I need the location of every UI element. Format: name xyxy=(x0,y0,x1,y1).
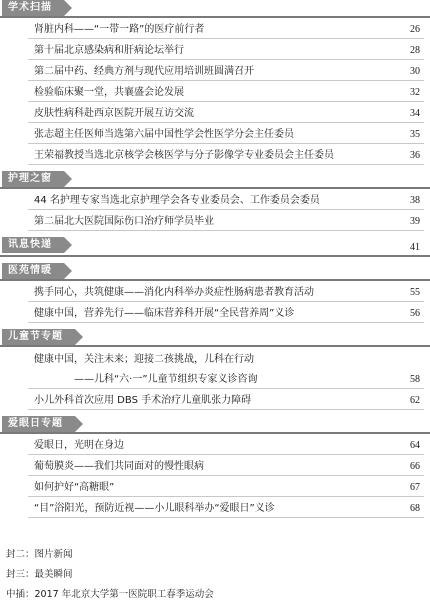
entry-page: 34 xyxy=(410,108,420,119)
entry-page: 67 xyxy=(410,482,420,493)
entry-title: “目”浴阳光，预防近视——小儿眼科举办“爱眼日”义诊 xyxy=(34,503,275,514)
entry-page: 30 xyxy=(410,66,420,77)
entry-page: 36 xyxy=(410,150,420,161)
toc-entry[interactable] xyxy=(28,18,424,39)
toc-entry-subtitle[interactable] xyxy=(28,368,424,389)
entry-title: 王荣福教授当选北京核学会核医学与分子影像学专业委员会主任委员 xyxy=(34,150,334,161)
entry-page: 68 xyxy=(410,503,420,514)
section-academic xyxy=(0,0,430,165)
entry-title: 第二届中药、经典方剂与现代应用培训班圆满召开 xyxy=(34,66,254,77)
entry-page: 56 xyxy=(410,308,420,319)
section-header xyxy=(0,329,430,347)
toc-entry[interactable] xyxy=(28,497,424,518)
section-title: 讯息快递 xyxy=(2,237,64,253)
cover-note: 封三：最美瞬间 xyxy=(6,569,73,580)
entry-title: 健康中国，关注未来；迎接二孩挑战，儿科在行动 xyxy=(34,354,254,365)
cover-notes xyxy=(6,545,214,605)
section-title: 学术扫描 xyxy=(2,0,64,16)
entry-page: 38 xyxy=(410,195,420,206)
toc-entry[interactable] xyxy=(28,123,424,144)
cover-note: 中插：2017 年北京大学第一医院职工春季运动会 xyxy=(6,589,214,600)
entry-page: 26 xyxy=(410,24,420,35)
entry-title: 爱眼日，光明在身边 xyxy=(34,440,124,451)
section-header xyxy=(0,237,430,257)
toc-entry[interactable] xyxy=(28,144,424,165)
entry-page: 64 xyxy=(410,440,420,451)
entry-title: 肾脏内科——“一带一路”的医疗前行者 xyxy=(34,24,205,35)
toc-entry[interactable] xyxy=(28,455,424,476)
section-header xyxy=(0,0,430,18)
entry-page: 58 xyxy=(410,374,420,385)
section-header xyxy=(0,416,430,434)
toc-entry[interactable] xyxy=(28,189,424,210)
section-page: 41 xyxy=(410,242,420,253)
section-nursing xyxy=(0,171,430,231)
entry-title: 皮肤性病科赴西京医院开展互访交流 xyxy=(34,108,194,119)
entry-title: 第十届北京感染病和肝病论坛举行 xyxy=(34,45,184,56)
entry-title: 小儿外科首次应用 DBS 手术治疗儿童肌张力障碍 xyxy=(34,395,252,406)
toc-entry[interactable] xyxy=(28,60,424,81)
entry-title: 健康中国，营养先行——临床营养科开展“全民营养周”义诊 xyxy=(34,308,295,319)
entry-title: ——儿科“六·一”儿童节组织专家义诊咨询 xyxy=(74,374,258,385)
section-header xyxy=(0,171,430,189)
entry-page: 55 xyxy=(410,287,420,298)
toc-entry[interactable] xyxy=(28,389,424,410)
toc-entry[interactable] xyxy=(28,281,424,302)
section-hospital-warmth xyxy=(0,263,430,323)
entry-title: 如何护好“高糖眼” xyxy=(34,482,115,493)
toc-entry[interactable] xyxy=(28,81,424,102)
entry-page: 35 xyxy=(410,129,420,140)
section-title: 儿童节专题 xyxy=(2,329,75,345)
toc-entry[interactable] xyxy=(28,210,424,231)
section-eye-day xyxy=(0,416,430,518)
cover-note: 封二：图片新闻 xyxy=(6,549,73,560)
section-title: 医苑情暖 xyxy=(2,263,64,279)
entry-page: 39 xyxy=(410,216,420,227)
toc-entry[interactable] xyxy=(28,476,424,497)
toc-entry[interactable] xyxy=(28,302,424,323)
section-header xyxy=(0,263,430,281)
section-childrens-day xyxy=(0,329,430,410)
toc-entry[interactable] xyxy=(28,39,424,60)
toc-entry[interactable] xyxy=(28,434,424,455)
entry-title: 第二届北大医院国际伤口治疗师学员毕业 xyxy=(34,216,214,227)
entry-page: 32 xyxy=(410,87,420,98)
entry-title: 张志超主任医师当选第六届中国性学会性医学分会主任委员 xyxy=(34,129,294,140)
section-title: 爱眼日专题 xyxy=(2,416,75,432)
entry-page: 28 xyxy=(410,45,420,56)
entry-title: 44 名护理专家当选北京护理学会各专业委员会、工作委员会委员 xyxy=(34,195,320,206)
section-title: 护理之窗 xyxy=(2,171,64,187)
entry-page: 62 xyxy=(410,395,420,406)
toc-entry[interactable] xyxy=(28,347,424,368)
entry-page: 66 xyxy=(410,461,420,472)
entry-title: 携手同心，共筑健康——消化内科举办炎症性肠病患者教育活动 xyxy=(34,287,314,298)
entry-title: 检验临床聚一堂，共襄盛会论发展 xyxy=(34,87,184,98)
entry-title: 葡萄膜炎——我们共同面对的慢性眼病 xyxy=(34,461,204,472)
section-news[interactable] xyxy=(0,237,430,257)
toc-entry[interactable] xyxy=(28,102,424,123)
